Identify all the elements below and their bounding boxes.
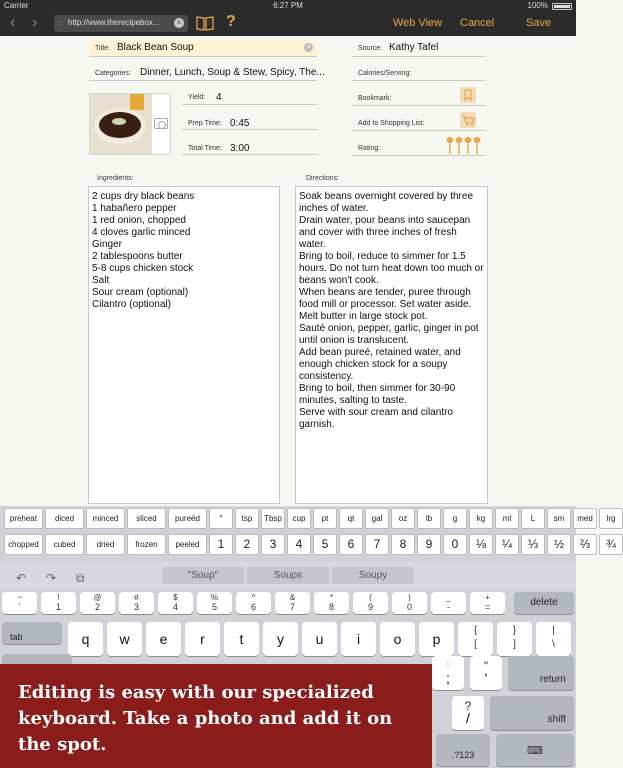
tab-key[interactable]: tab <box>2 622 62 644</box>
url-field[interactable] <box>54 15 188 32</box>
source-label: Source: <box>358 45 383 52</box>
term-key[interactable]: sm <box>547 508 571 529</box>
directions-label: Directions: <box>306 175 340 182</box>
term-key[interactable]: med <box>573 508 597 529</box>
letter-key[interactable]: o <box>380 622 415 656</box>
letter-key[interactable]: i <box>341 622 376 656</box>
prep-time-field[interactable] <box>182 115 318 130</box>
letter-key[interactable]: y <box>263 622 298 656</box>
number-key[interactable]: ~ ` <box>2 592 37 614</box>
categories-label: Categories: <box>95 70 131 77</box>
promo-banner <box>0 664 432 768</box>
letter-key[interactable]: e <box>146 622 181 656</box>
quote-key[interactable]: " ' <box>470 656 502 690</box>
bracket-key[interactable]: { [ <box>458 622 493 656</box>
quantity-key[interactable]: ⅓ <box>521 534 545 555</box>
term-key[interactable]: lb <box>417 508 441 529</box>
source-field[interactable] <box>352 40 486 57</box>
quantity-key[interactable]: cubed <box>45 534 84 555</box>
term-key[interactable]: pureéd <box>168 508 207 529</box>
status-time: 6:27 PM <box>273 1 303 10</box>
suggestion-3[interactable]: Soupy <box>332 567 414 584</box>
quantity-key[interactable]: 4 <box>287 534 311 555</box>
status-bar <box>0 0 576 12</box>
total-time-field[interactable] <box>182 140 318 155</box>
bracket-key[interactable]: | \ <box>536 622 571 656</box>
quantity-key[interactable]: frozen <box>127 534 166 555</box>
term-key[interactable]: minced <box>86 508 125 529</box>
quantity-key[interactable]: 7 <box>365 534 389 555</box>
url-text: http://www.therecipebox... <box>68 18 160 27</box>
directions-textarea[interactable]: Soak beans overnight covered by three inches of water. Drain water, pour beans into saucepan and cover with three inches of fresh water. Bring to boil, reduce to simmer for 1.5 hours. Do not turn heat down too much or beans won't cook. When beans are tender, puree through food mill or processor. Set water aside. Melt butter in large stock pot. Sauté onion, pepper, garlic, ginger in pot until onion is translucent. Add bean pureé, retained water, and enough chicken stock for a soupy consistency. Bring to boil, then simmer for 30-90 minutes, salting to taste. Serve with sour cream and cilantro garnish. <box>295 186 488 504</box>
clear-url-icon[interactable]: × <box>174 18 184 28</box>
question-key[interactable]: ? / <box>452 696 484 730</box>
term-key[interactable]: diced <box>45 508 84 529</box>
hide-keyboard-key[interactable] <box>496 734 574 766</box>
bookmark-label: Bookmark: <box>358 95 392 102</box>
ingredients-label: Ingredients: <box>97 175 134 182</box>
title-label: Title: <box>95 45 110 52</box>
number-key[interactable]: ( 9 <box>353 592 388 614</box>
rating-spoon-icon <box>474 138 480 155</box>
rating-spoon-icon <box>456 138 462 155</box>
carrier-label: Carrier <box>4 1 29 10</box>
source-value: Kathy Tafel <box>389 42 439 53</box>
letter-key[interactable]: q <box>68 622 103 656</box>
quantity-key[interactable]: 8 <box>391 534 415 555</box>
term-key[interactable]: L <box>521 508 545 529</box>
quantity-key[interactable]: peeled <box>168 534 207 555</box>
term-key[interactable]: ml <box>495 508 519 529</box>
title-field[interactable] <box>89 40 317 57</box>
quantity-key[interactable]: ¾ <box>599 534 623 555</box>
quantity-key[interactable]: 6 <box>339 534 363 555</box>
ingredients-textarea[interactable]: 2 cups dry black beans 1 habañero pepper 1 red onion, chopped 4 cloves garlic minced Ginger 2 tablespoons butter 5-8 cups chicken stock Salt Sour cream (optional) Cilantro (optional) <box>88 186 280 504</box>
quantity-key[interactable]: 9 <box>417 534 441 555</box>
term-key[interactable]: pt <box>313 508 337 529</box>
term-key[interactable]: qt <box>339 508 363 529</box>
return-key[interactable]: return <box>508 656 574 690</box>
number-key[interactable]: * 8 <box>314 592 349 614</box>
shift-key[interactable]: shift <box>490 696 574 730</box>
globe-icon: ◌ <box>58 18 64 28</box>
save-button[interactable]: Save <box>526 17 552 29</box>
shopping-cart-icon[interactable] <box>460 112 476 128</box>
term-key[interactable]: g <box>443 508 467 529</box>
keyboard-icon: ⌨ <box>527 745 543 757</box>
quantity-key[interactable]: chopped <box>4 534 43 555</box>
total-time-label: Total Time: <box>188 145 222 152</box>
quantity-key[interactable]: 2 <box>235 534 259 555</box>
number-mode-key[interactable]: .?123 <box>436 734 490 766</box>
quantity-key[interactable]: ⅛ <box>469 534 493 555</box>
rating-spoon-icon <box>465 138 471 155</box>
number-key[interactable]: $ 4 <box>158 592 193 614</box>
term-key[interactable]: oz <box>391 508 415 529</box>
letter-key[interactable]: r <box>185 622 220 656</box>
quantity-key[interactable]: 3 <box>261 534 285 555</box>
web-view-button[interactable]: Web View <box>393 17 443 29</box>
redo-icon[interactable]: ↷ <box>46 571 57 585</box>
suggestion-bar <box>0 562 576 588</box>
categories-value: Dinner, Lunch, Soup & Stew, Spicy, The... <box>140 67 325 78</box>
number-key[interactable]: + = <box>470 592 505 614</box>
quantity-key[interactable]: ¼ <box>495 534 519 555</box>
number-key[interactable]: & 7 <box>275 592 310 614</box>
term-key[interactable]: gal <box>365 508 389 529</box>
recipe-form <box>0 36 576 506</box>
quantity-key[interactable]: 5 <box>313 534 337 555</box>
rating-spoons[interactable] <box>446 137 482 155</box>
suggestion-2[interactable]: Soups <box>247 567 329 584</box>
shopping-list-label: Add to Shopping List: <box>358 120 425 127</box>
quantity-key[interactable]: dried <box>86 534 125 555</box>
term-key[interactable]: cup <box>287 508 311 529</box>
number-key[interactable]: ! 1 <box>41 592 76 614</box>
book-icon[interactable] <box>196 15 214 31</box>
term-key[interactable]: kg <box>469 508 493 529</box>
calories-field[interactable] <box>352 64 486 81</box>
cancel-button[interactable]: Cancel <box>460 17 495 29</box>
term-key[interactable]: lrg <box>599 508 623 529</box>
letter-key[interactable]: w <box>107 622 142 656</box>
title-value: Black Bean Soup <box>117 42 194 53</box>
prep-time-label: Prep Time: <box>188 120 222 127</box>
battery-icon <box>552 3 572 10</box>
bracket-key[interactable]: } ] <box>497 622 532 656</box>
recipe-photo[interactable] <box>89 93 171 155</box>
bookmark-icon[interactable] <box>460 87 476 103</box>
undo-icon[interactable]: ↶ <box>16 571 27 585</box>
semicolon-key[interactable]: : ; <box>432 656 464 690</box>
prep-time-value: 0:45 <box>230 118 250 129</box>
yield-label: Yield: <box>188 94 206 101</box>
suggestion-1[interactable]: "Soup" <box>162 567 244 584</box>
number-key[interactable]: ) 0 <box>392 592 427 614</box>
term-key[interactable]: preheat <box>4 508 43 529</box>
letter-key[interactable]: p <box>419 622 454 656</box>
promo-text: Editing is easy with our specialized keyboard. Take a photo and add it on the spot. <box>18 682 393 755</box>
term-key[interactable]: tsp <box>235 508 259 529</box>
camera-icon[interactable] <box>154 118 168 129</box>
quantity-key[interactable]: ⅔ <box>573 534 597 555</box>
letter-key[interactable]: t <box>224 622 259 656</box>
back-arrow-icon[interactable]: ‹ <box>10 14 16 31</box>
number-key[interactable]: ^ 6 <box>236 592 271 614</box>
battery-percent: 100% <box>527 1 548 10</box>
forward-arrow-icon[interactable]: › <box>32 14 38 31</box>
clear-title-icon[interactable]: × <box>304 43 313 52</box>
quantity-key[interactable]: 1 <box>209 534 233 555</box>
term-key[interactable]: ° <box>209 508 233 529</box>
term-key[interactable]: sliced <box>127 508 166 529</box>
calories-label: Calories/Serving: <box>358 70 412 77</box>
yield-field[interactable] <box>182 90 318 105</box>
number-key[interactable]: @ 2 <box>80 592 115 614</box>
total-time-value: 3:00 <box>230 143 250 154</box>
soup-photo-image <box>90 94 152 154</box>
paste-icon[interactable]: ⧉ <box>76 571 85 585</box>
letter-key[interactable]: u <box>302 622 337 656</box>
term-key[interactable]: Tbsp <box>261 508 285 529</box>
rating-label: Rating: <box>358 145 381 152</box>
yield-value: 4 <box>216 92 222 103</box>
number-key[interactable]: _ - <box>431 592 466 614</box>
delete-key[interactable]: delete <box>514 592 574 614</box>
categories-field[interactable] <box>89 64 325 81</box>
help-icon[interactable]: ? <box>226 13 236 30</box>
number-key[interactable]: # 3 <box>119 592 154 614</box>
rating-spoon-icon <box>447 138 453 155</box>
quantity-key[interactable]: 0 <box>443 534 467 555</box>
quantity-key[interactable]: ½ <box>547 534 571 555</box>
number-key[interactable]: % 5 <box>197 592 232 614</box>
